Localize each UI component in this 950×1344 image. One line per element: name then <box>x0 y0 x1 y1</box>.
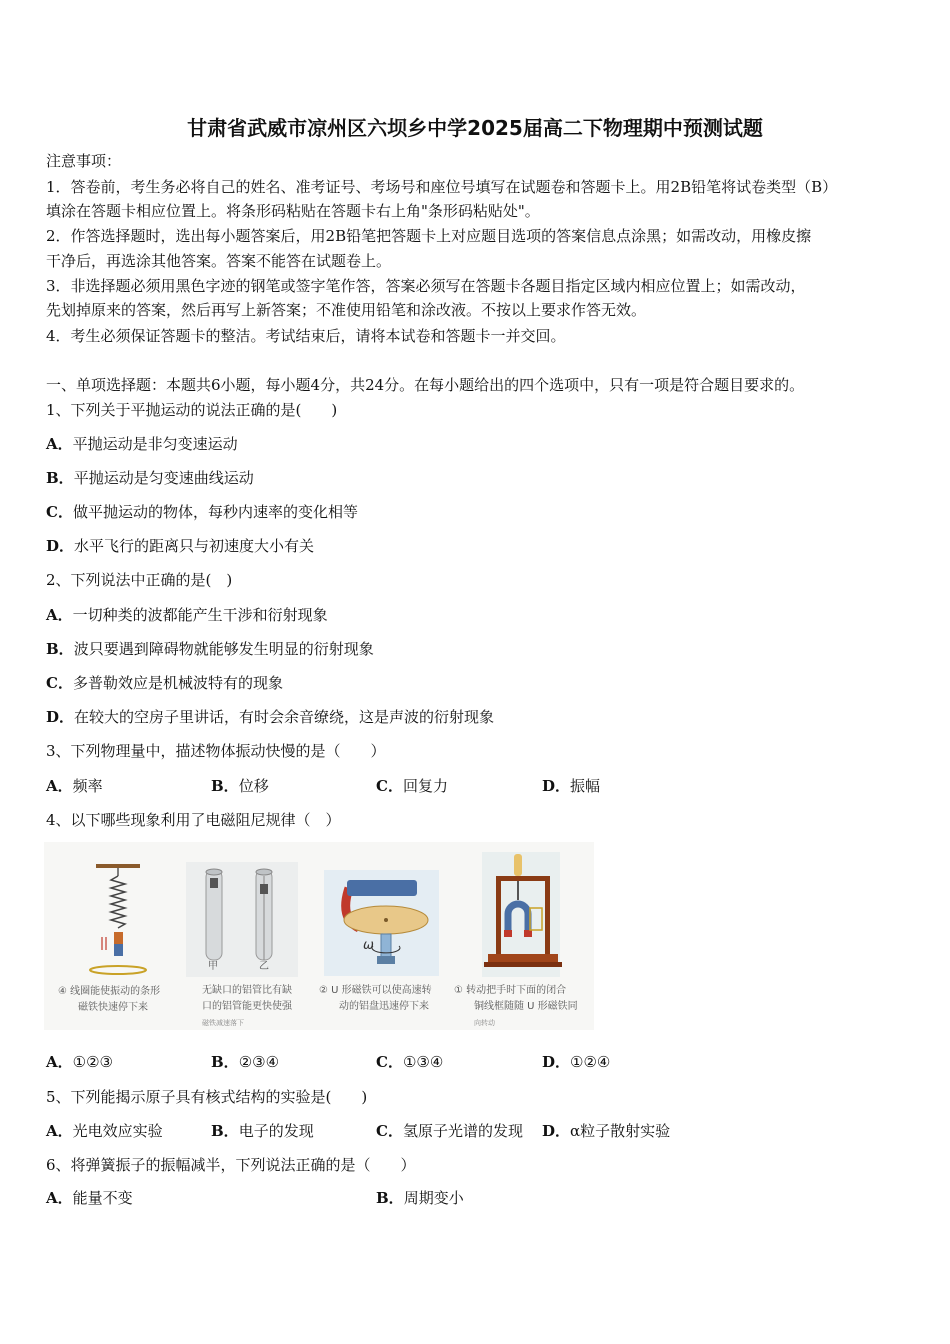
caption-line: 动的铝盘迅速停下来 <box>339 1001 429 1012</box>
option-text: 能量不变 <box>72 1189 133 1207</box>
option-text: 波只要遇到障碍物就能够发生明显的衍射现象 <box>73 640 374 658</box>
option-line <box>376 1188 464 1208</box>
option-label: C． <box>376 1122 403 1140</box>
aluminum-tubes-illustration <box>184 842 304 977</box>
option-text: 振幅 <box>570 777 601 795</box>
copper-frame-illustration <box>454 842 584 982</box>
electromagnetic-damping-figure <box>44 842 594 1030</box>
option-text: ①②④ <box>570 1053 611 1071</box>
option-label: A． <box>46 435 73 453</box>
question-stem: 5、下列能揭示原子具有核式结构的实验是( ) <box>46 1088 368 1106</box>
option-label: C． <box>376 1053 403 1071</box>
option-line <box>542 1052 610 1072</box>
omega-label: ω <box>363 938 374 953</box>
caption-line: 无缺口的铝管比有缺 <box>202 985 292 996</box>
option-label: A． <box>46 1189 73 1207</box>
caption-line: 线圈能使振动的条形 <box>70 986 161 997</box>
option-text: 平抛运动是非匀变速运动 <box>72 435 238 453</box>
option-text: 水平飞行的距离只与初速度大小有关 <box>74 537 315 555</box>
caption-line: 向转动 <box>474 1019 495 1027</box>
option-line <box>46 776 103 796</box>
caption-line: U 形磁铁可以使高速转 <box>331 985 432 996</box>
option-text: α粒子散射实验 <box>570 1122 671 1140</box>
figure-panel-spring-magnet <box>44 842 179 1030</box>
option-label: C． <box>46 674 73 692</box>
option-line <box>211 1052 279 1072</box>
option-line <box>46 605 328 625</box>
option-line <box>542 1121 670 1141</box>
question-stem: 4、以下哪些现象利用了电磁阻尼规律（ ） <box>46 811 341 829</box>
question-stem: 2、下列说法中正确的是( ) <box>46 571 233 589</box>
notice-line: 4．考生必须保证答题卡的整洁。考试结束后，请将本试卷和答题卡一并交回。 <box>46 327 566 345</box>
section-heading: 一、单项选择题：本题共6小题，每小题4分，共24分。在每小题给出的四个选项中，只有一项是符合题目要求的。 <box>46 376 805 394</box>
option-line <box>46 1121 163 1141</box>
notice-line: 填涂在答题卡相应位置上。将条形码粘贴在答题卡右上角"条形码粘贴处"。 <box>46 202 540 220</box>
option-label: D． <box>542 1122 571 1140</box>
notice-line: 先划掉原来的答案，然后再写上新答案；不准使用铅笔和涂改液。不按以上要求作答无效。 <box>46 301 647 319</box>
option-line <box>376 1052 443 1072</box>
option-text: ①②③ <box>72 1053 113 1071</box>
caption-line: 转动把手时下面的闭合 <box>466 985 567 996</box>
option-line <box>211 1121 314 1141</box>
option-text: 位移 <box>238 777 269 795</box>
option-line <box>46 468 254 488</box>
option-label: A． <box>46 777 73 795</box>
question-stem: 3、下列物理量中，描述物体振动快慢的是（ ） <box>46 742 386 760</box>
caption-line: 铜线框随随 U 形磁铁同 <box>474 1001 578 1012</box>
option-line <box>46 502 358 522</box>
page-title: 甘肃省武威市凉州区六坝乡中学2025届高二下物理期中预测试题 <box>187 116 763 140</box>
option-label: B． <box>46 469 74 487</box>
caption-line: 磁铁快速停下来 <box>78 1002 148 1013</box>
option-text: 在较大的空房子里讲话，有时会余音缭绕，这是声波的衍射现象 <box>74 708 495 726</box>
u-magnet-disk-illustration <box>319 842 444 982</box>
option-label: D． <box>46 537 75 555</box>
figure-panel-copper-frame <box>454 842 594 1030</box>
notice-heading: 注意事项： <box>46 152 122 170</box>
option-line <box>46 639 374 659</box>
option-text: 电子的发现 <box>238 1122 314 1140</box>
option-label: D． <box>46 708 75 726</box>
option-text: 多普勒效应是机械波特有的现象 <box>72 674 283 692</box>
notice-line: 1．答卷前，考生务必将自己的姓名、准考证号、考场号和座位号填写在试题卷和答题卡上。用2B铅笔将试卷类型（B） <box>46 178 838 196</box>
panel-number: ② <box>319 985 328 996</box>
option-line <box>376 776 448 796</box>
notice-line: 2．作答选择题时，选出每小题答案后，用2B铅笔把答题卡上对应题目选项的答案信息点涂黑；如需改动，用橡皮擦 <box>46 227 812 245</box>
option-text: 平抛运动是匀变速曲线运动 <box>73 469 254 487</box>
option-line <box>46 1052 113 1072</box>
option-line <box>46 536 314 556</box>
option-line <box>542 776 600 796</box>
option-label: A． <box>46 606 73 624</box>
option-label: B． <box>376 1189 404 1207</box>
option-line <box>376 1121 523 1141</box>
option-text: 一切种类的波都能产生干涉和衍射现象 <box>72 606 328 624</box>
option-line <box>46 1188 133 1208</box>
option-line <box>46 673 283 693</box>
option-label: B． <box>211 1122 239 1140</box>
tube-label: 乙 <box>259 961 269 972</box>
option-label: A． <box>46 1122 73 1140</box>
option-line <box>46 707 494 727</box>
option-line <box>46 434 238 454</box>
notice-line: 3．非选择题必须用黑色字迹的钢笔或签字笔作答，答案必须写在答题卡各题目指定区域内相应位置上；如需改动， <box>46 277 806 295</box>
option-line <box>211 776 269 796</box>
notice-line: 干净后，再选涂其他答案。答案不能答在试题卷上。 <box>46 252 392 270</box>
option-text: ②③④ <box>238 1053 280 1071</box>
option-text: 做平抛运动的物体，每秒内速率的变化相等 <box>72 503 358 521</box>
option-label: B． <box>211 777 239 795</box>
caption-line: 磁铁减速落下 <box>202 1019 244 1027</box>
option-text: ①③④ <box>402 1053 444 1071</box>
tube-label: 甲 <box>208 961 218 972</box>
figure-panel-aluminum-tubes <box>184 842 319 1030</box>
option-label: D． <box>542 1053 571 1071</box>
option-text: 周期变小 <box>403 1189 464 1207</box>
option-label: C． <box>376 777 403 795</box>
option-label: B． <box>211 1053 239 1071</box>
option-text: 频率 <box>72 777 103 795</box>
figure-panel-spinning-disk <box>319 842 459 1030</box>
panel-number: ④ <box>58 986 67 997</box>
option-text: 氢原子光谱的发现 <box>402 1122 523 1140</box>
spring-magnet-illustration <box>44 842 179 982</box>
option-label: C． <box>46 503 73 521</box>
panel-number: ① <box>454 985 463 996</box>
question-stem: 1、下列关于平抛运动的说法正确的是( ) <box>46 401 338 419</box>
question-stem: 6、将弹簧振子的振幅减半，下列说法正确的是（ ） <box>46 1156 416 1174</box>
option-label: A． <box>46 1053 73 1071</box>
option-label: B． <box>46 640 74 658</box>
option-text: 光电效应实验 <box>72 1122 163 1140</box>
caption-line: 口的铝管能更快使强 <box>202 1001 292 1012</box>
option-text: 回复力 <box>402 777 448 795</box>
option-label: D． <box>542 777 571 795</box>
